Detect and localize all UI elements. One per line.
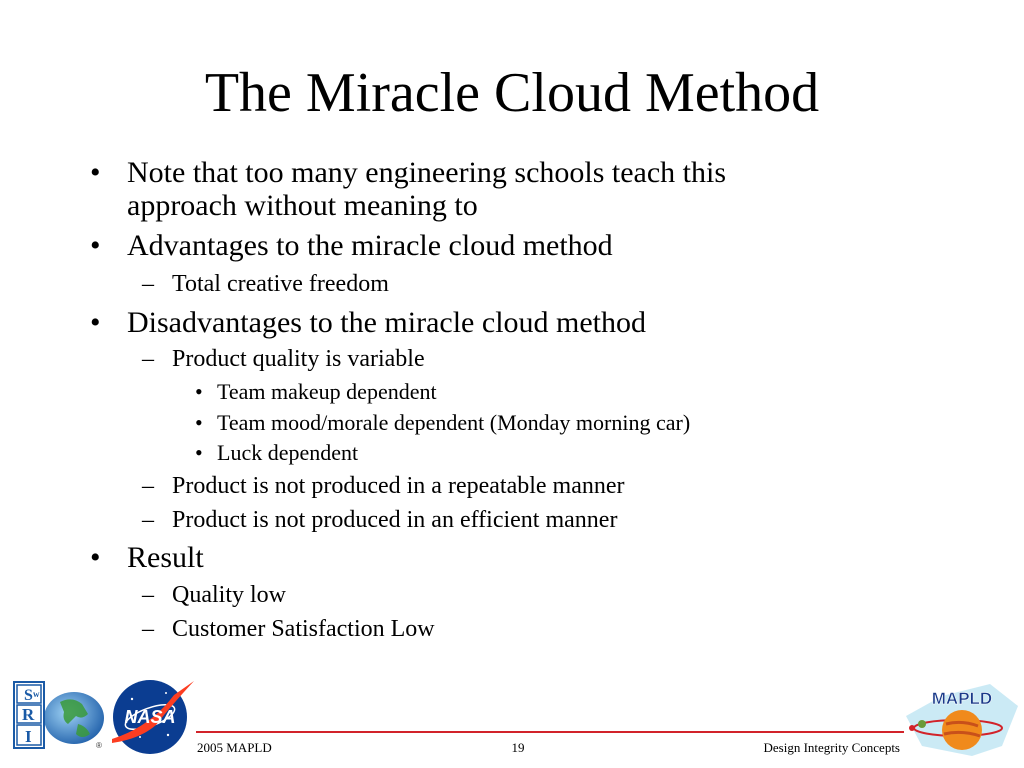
bullet-marker: • — [90, 541, 101, 574]
swri-letter-r: R — [22, 705, 35, 724]
bullet-marker: • — [195, 379, 203, 404]
bullet-text: Note that too many engineering schools teach this — [127, 156, 727, 189]
dash-marker: – — [142, 473, 154, 499]
nasa-wordmark: NASA — [124, 707, 176, 727]
dash-marker: – — [142, 507, 154, 533]
bullet-text: Advantages to the miracle cloud method — [127, 229, 613, 262]
slide-title: The Miracle Cloud Method — [204, 62, 820, 124]
bullet-item — [90, 229, 613, 262]
bullet-marker: • — [90, 229, 101, 262]
sub-sub-bullet-text: Team makeup dependent — [217, 379, 437, 404]
sub-sub-bullet-item — [195, 440, 359, 466]
sub-bullet-item — [142, 581, 286, 609]
nasa-logo — [110, 677, 198, 757]
swri-logo — [12, 680, 108, 752]
dash-marker: – — [142, 346, 154, 372]
footer-divider — [196, 731, 904, 733]
dash-marker: – — [142, 616, 154, 642]
sub-bullet-item — [142, 615, 435, 643]
sub-bullet-text: Product is not produced in a repeatable manner — [172, 473, 625, 499]
sub-bullet-item — [142, 345, 425, 373]
swri-letter-s: S — [24, 687, 33, 704]
swri-letter-i: I — [25, 727, 32, 746]
bullet-item — [90, 541, 204, 574]
bullet-text: Disadvantages to the miracle cloud method — [127, 306, 647, 339]
sub-sub-bullet-item — [195, 379, 437, 405]
sub-sub-bullet-text: Team mood/morale dependent (Monday morning car) — [217, 410, 691, 435]
bullet-marker: • — [195, 410, 203, 435]
sub-bullet-item — [142, 472, 625, 500]
sub-bullet-text: Customer Satisfaction Low — [172, 616, 435, 642]
bullet-item — [90, 156, 727, 189]
sub-bullet-item — [142, 506, 618, 534]
page-number: 19 — [511, 740, 525, 755]
dash-marker: – — [142, 271, 154, 297]
bullet-item — [90, 306, 647, 339]
mapld-logo — [902, 676, 1020, 760]
dash-marker: – — [142, 582, 154, 608]
sub-sub-bullet-item — [195, 410, 691, 436]
registered-mark: ® — [96, 741, 102, 750]
bullet-continuation — [127, 189, 478, 222]
sub-sub-bullet-text: Luck dependent — [217, 440, 359, 465]
bullet-marker: • — [90, 156, 101, 189]
bullet-marker: • — [90, 306, 101, 339]
mapld-wordmark: MAPLD — [931, 689, 993, 708]
footer-left-text: 2005 MAPLD — [197, 740, 272, 755]
footer-right-text: Design Integrity Concepts — [763, 740, 900, 755]
bullet-text: Result — [127, 541, 204, 574]
bullet-text: approach without meaning to — [127, 189, 478, 222]
sub-bullet-text: Product is not produced in an efficient manner — [172, 507, 618, 533]
sub-bullet-text: Total creative freedom — [172, 271, 389, 297]
sub-bullet-item — [142, 270, 389, 298]
bullet-marker: • — [195, 440, 203, 465]
sub-bullet-text: Quality low — [172, 582, 286, 608]
swri-letter-w: w — [33, 689, 40, 699]
sub-bullet-text: Product quality is variable — [172, 346, 425, 372]
